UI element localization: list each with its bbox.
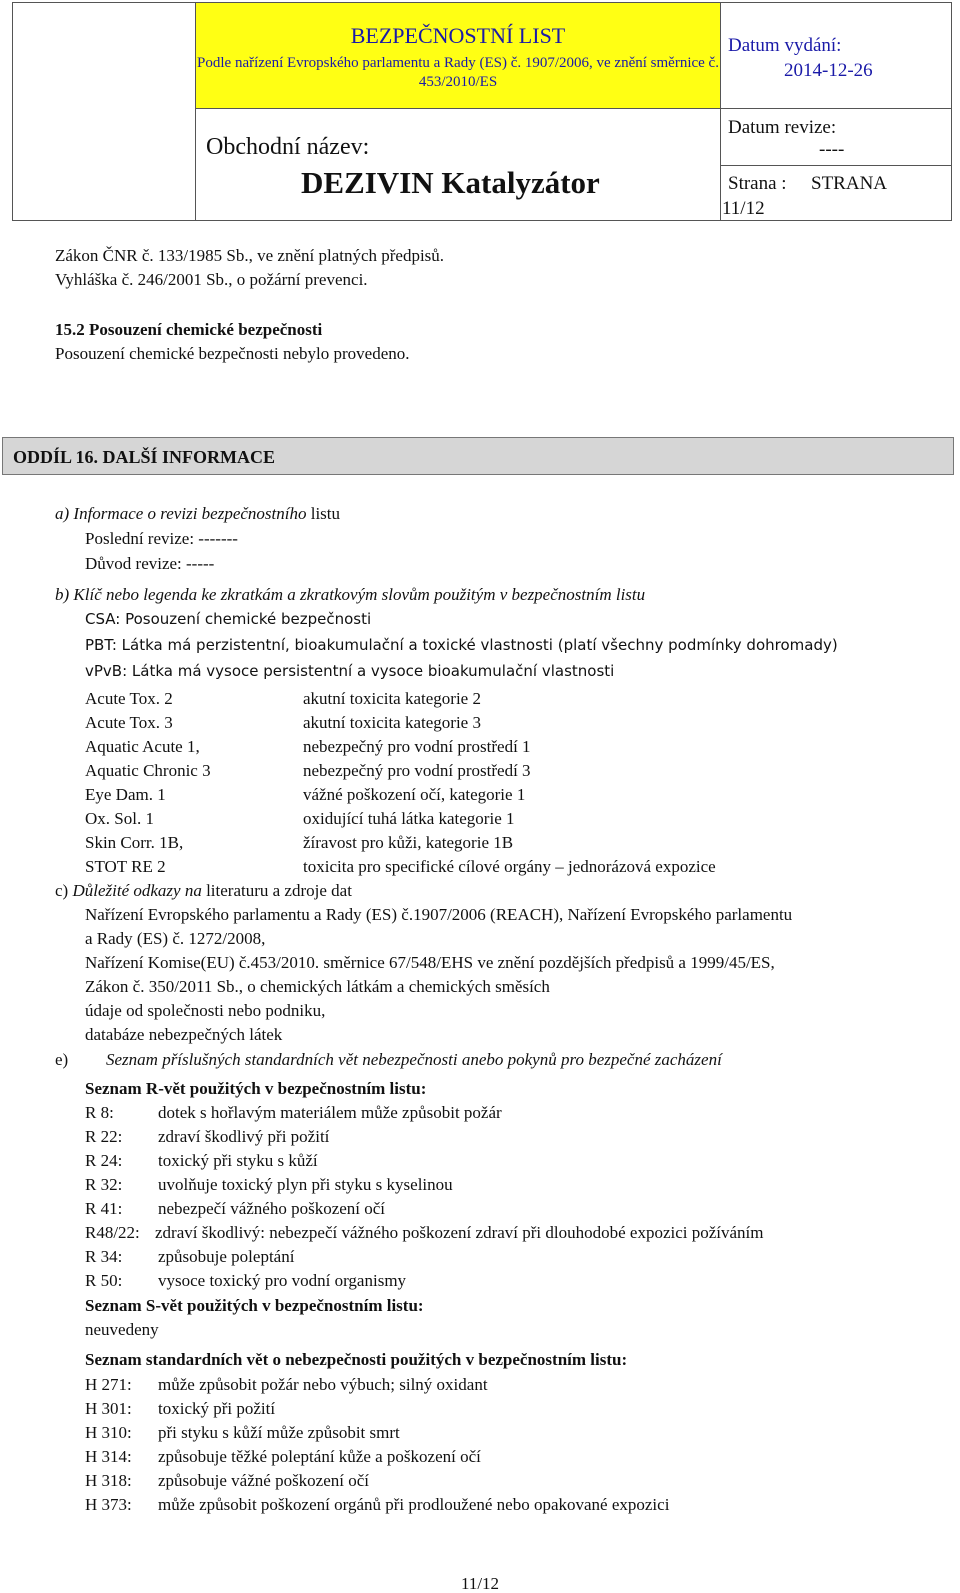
document-subtitle: Podle nařízení Evropského parlamentu a Rady (ES) č. 1907/2006, ve znění směrnice č. 453/2010/ES (197, 55, 719, 90)
item-c-italic: Důležité odkazy na (72, 881, 202, 900)
r-code: R 34: (85, 1247, 123, 1266)
r-text: dotek s hořlavým materiálem může způsobit požár (158, 1103, 502, 1122)
abbr-text: žíravost pro kůži, kategorie 1B (303, 833, 514, 852)
r-text: nebezpečí vážného poškození očí (158, 1199, 386, 1218)
abbr-pbt: PBT: Látka má perzistentní, bioakumulační a toxické vlastnosti (platí všechny podmínky dohromady) (85, 636, 838, 654)
h-code: H 318: (85, 1471, 132, 1490)
trade-name-label: Obchodní název: (206, 134, 370, 160)
divider (721, 108, 951, 109)
item-c-heading (55, 882, 352, 899)
section-16-heading: ODDÍL 16. DALŠÍ INFORMACE (13, 447, 276, 467)
law-line: Vyhláška č. 246/2001 Sb., o požární prevenci. (55, 270, 368, 289)
reference-line: databáze nebezpečných látek (85, 1025, 283, 1044)
abbr-code: Acute Tox. 3 (85, 713, 173, 732)
abbr-csa: CSA: Posouzení chemické bezpečnosti (85, 610, 372, 628)
item-a-rest: listu (306, 504, 341, 523)
item-e-text: Seznam příslušných standardních vět nebezpečnosti anebo pokynů pro bezpečné zacházení (106, 1050, 722, 1069)
logo-cell (13, 3, 196, 220)
item-e-label: e) (55, 1050, 69, 1069)
r-code: R 24: (85, 1151, 123, 1170)
reference-line: Nařízení Evropského parlamentu a Rady (ES) č.1907/2006 (REACH), Nařízení Evropského parlamentu (85, 905, 793, 924)
title-cell (196, 3, 721, 109)
divider (721, 165, 951, 166)
r-code: R48/22: (85, 1223, 140, 1242)
s-phrases-text: neuvedeny (85, 1320, 159, 1339)
item-c-prefix: c) (55, 881, 73, 900)
r-code: R 32: (85, 1175, 123, 1194)
revision-reason: Důvod revize: ----- (85, 554, 215, 573)
abbr-code: Eye Dam. 1 (85, 785, 166, 804)
h-code: H 301: (85, 1399, 132, 1418)
item-a-heading (55, 505, 340, 522)
r-phrases-heading: Seznam R-vět použitých v bezpečnostním listu: (85, 1079, 427, 1098)
h-text: způsobuje vážné poškození očí (158, 1471, 370, 1490)
r-code: R 22: (85, 1127, 123, 1146)
abbr-code: Acute Tox. 2 (85, 689, 173, 708)
h-text: způsobuje těžké poleptání kůže a poškození očí (158, 1447, 481, 1466)
h-code: H 314: (85, 1447, 132, 1466)
r-code: R 41: (85, 1199, 123, 1218)
page-number: 11/12 (722, 198, 765, 219)
abbr-text: toxicita pro specifické cílové orgány – jednorázová expozice (303, 857, 716, 876)
section-16-heading-bar (2, 437, 954, 475)
reference-line: a Rady (ES) č. 1272/2008, (85, 929, 266, 948)
reference-line: Zákon č. 350/2011 Sb., o chemických látkám a chemických směsích (85, 977, 550, 996)
meta-cell (721, 3, 951, 220)
abbr-text: oxidující tuhá látka kategorie 1 (303, 809, 515, 828)
reference-line: Nařízení Komise(EU) č.453/2010. směrnice 67/548/EHS ve znění pozdějších předpisů a 1999/45/ES, (85, 953, 775, 972)
issue-date: 2014-12-26 (784, 60, 873, 81)
item-a-italic: a) Informace o revizi bezpečnostního (55, 504, 307, 523)
abbr-code: STOT RE 2 (85, 857, 166, 876)
r-code: R 8: (85, 1103, 114, 1122)
abbr-text: akutní toxicita kategorie 2 (303, 689, 481, 708)
r-text: zdraví škodlivý: nebezpečí vážného poškození zdraví při dlouhodobé expozici požíváním (155, 1223, 764, 1242)
r-text: zdraví škodlivý při požití (158, 1127, 330, 1146)
abbr-code: Aquatic Acute 1, (85, 737, 200, 756)
abbr-vpvb: vPvB: Látka má vysoce persistentní a vysoce bioakumulační vlastnosti (85, 662, 615, 680)
h-text: při styku s kůží může způsobit smrt (158, 1423, 400, 1442)
h-code: H 373: (85, 1495, 132, 1514)
revision-date-label: Datum revize: (728, 117, 837, 138)
h-code: H 271: (85, 1375, 132, 1394)
r-code: R 50: (85, 1271, 123, 1290)
abbr-code: Skin Corr. 1B, (85, 833, 184, 852)
header-table (12, 2, 952, 221)
last-revision: Poslední revize: ------- (85, 529, 238, 548)
reference-line: údaje od společnosti nebo podniku, (85, 1001, 326, 1020)
law-line: Zákon ČNR č. 133/1985 Sb., ve znění platných předpisů. (55, 246, 445, 265)
subsection-text: Posouzení chemické bezpečnosti nebylo provedeno. (55, 344, 410, 363)
document-title: BEZPEČNOSTNÍ LIST (350, 23, 566, 48)
product-name: DEZIVIN Katalyzátor (301, 165, 600, 200)
abbr-code: Ox. Sol. 1 (85, 809, 154, 828)
page-value: STRANA (811, 173, 888, 194)
r-text: vysoce toxický pro vodní organismy (158, 1271, 407, 1290)
abbr-text: akutní toxicita kategorie 3 (303, 713, 481, 732)
h-text: toxický při požití (158, 1399, 276, 1418)
item-c-rest: literaturu a zdroje dat (201, 881, 352, 900)
h-code: H 310: (85, 1423, 132, 1442)
abbr-text: vážné poškození očí, kategorie 1 (303, 785, 526, 804)
h-text: může způsobit požár nebo výbuch; silný oxidant (158, 1375, 488, 1394)
list-item (85, 690, 173, 707)
s-phrases-heading: Seznam S-vět použitých v bezpečnostním listu: (85, 1296, 424, 1315)
subsection-heading: 15.2 Posouzení chemické bezpečnosti (55, 320, 323, 339)
product-cell (196, 109, 721, 220)
r-text: toxický při styku s kůží (158, 1151, 318, 1170)
h-phrases-heading: Seznam standardních vět o nebezpečnosti použitých v bezpečnostním listu: (85, 1350, 628, 1369)
revision-date: ---- (819, 139, 845, 160)
footer-page-number: 11/12 (460, 1574, 500, 1593)
h-text: může způsobit poškození orgánů při prodloužené nebo opakované expozici (158, 1495, 670, 1514)
r-text: způsobuje poleptání (158, 1247, 295, 1266)
abbr-text: nebezpečný pro vodní prostředí 1 (303, 737, 531, 756)
issue-date-label: Datum vydání: (728, 35, 842, 56)
abbr-code: Aquatic Chronic 3 (85, 761, 211, 780)
page-label: Strana : (728, 173, 787, 194)
item-b-heading: b) Klíč nebo legenda ke zkratkám a zkratkovým slovům použitým v bezpečnostním listu (55, 585, 646, 604)
abbr-text: nebezpečný pro vodní prostředí 3 (303, 761, 531, 780)
r-text: uvolňuje toxický plyn při styku s kyselinou (158, 1175, 453, 1194)
